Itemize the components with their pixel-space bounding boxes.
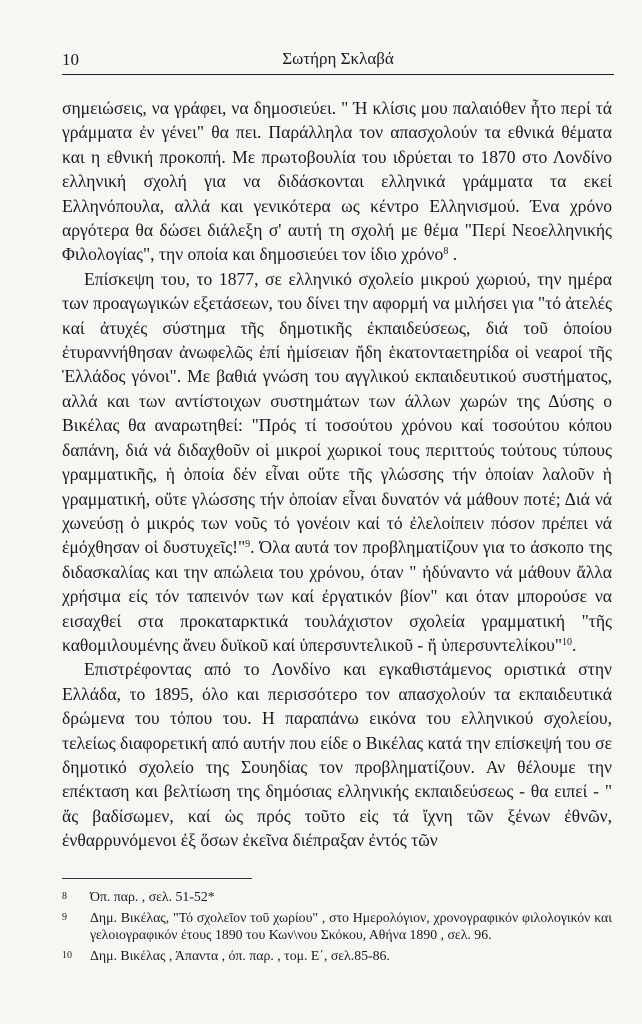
paragraph-2-text: Επίσκεψη του, το 1877, σε ελληνικό σχολείο μικρού χωριού, την ημέρα των προαγωγικών εξετάσεων, του δίνει την αφορμή να μιλήσει για "τό ἀτελές καί ἀτυχές σύστημα τῆς δημοτικῆς ἐκπαιδεύσεως, διά τοῦ ὁποίου ἐτυραννήθησαν ἀνωφελῶς ἐπί ἡμίσειαν ἤδη ἑκατονταετηρίδα οἱ νεαροί τῆς Ἑλλάδος γόνοι". Με βαθιά γνώση του αγγλικού εκπαιδευτικού συστήματος, αλλά και των αντίστοιχων συστημάτων των άλλων χωρών της Δύσης ο Βικέλας θα αναρωτηθεί: "Πρός τί τοσούτου χρόνου καί τοσούτου κόπου δαπάνη, διά νά διδαχθοῦν οἱ μικροί χωρικοί τους περιττούς τούτους τύπους γραμματικῆς, ἡ ὁποία δέν εἶναι οὔτε τῆς γλώσσης τήν ὁποίαν λαλοῦν ἡ γραμματική, οὔτε γλώσσης τήν ὁποίαν εἶναι δυνατόν νά μάθουν ποτέ; Διά νά χωνεύσῃ ὁ μικρός των νοῦς τό γονέοιν καί τό ἐλελοίπειν πόσον πρέπει νά ἐμόχθησαν οἱ δυστυχεῖς!" <box>62 268 612 558</box>
footnote-text: Δημ. Βικέλας, "Τό σχολεῖον τοῦ χωρίου" , στο Ημερολόγιον, χρονογραφικόν φιλολογικόν και γελοιογραφικόν έτους 1890 του Κων\νου Σκόκου, Αθήνα 1890 , σελ. 96. <box>90 909 612 942</box>
footnote-rule <box>62 878 252 879</box>
paragraph-2 <box>62 267 612 658</box>
footnote <box>62 888 612 906</box>
paragraph-1-end: . <box>448 244 458 265</box>
paragraph-2-continued: . Όλα αυτά τον προβληματίζουν για το άσκοπο της διδασκαλίας και την απώλεια του χρόνου, όταν " ἠδύναντο νά μάθουν ἄλλα χρήσιμα είς τόν ταπεινόν των καί ἐργατικόν βίον" και όταν μπορούσε να εισαχθεί στα προκαταρκτικά τουλάχιστον σχολεία γραμματική "τῆς καθομιλουμένης ἄνευ δυϊκοῦ καί ὑπερσυντελικοῦ - ἤ ὑπερσυντελίκου" <box>62 537 612 655</box>
footnote-ref-8[interactable]: 8 <box>443 246 449 258</box>
footnote-text: Δημ. Βικέλας , Άπαντα , όπ. παρ. , τομ. Ε΄, σελ.85-86. <box>90 947 390 963</box>
page-header <box>62 46 614 74</box>
footnote-ref-9[interactable]: 9 <box>245 539 251 551</box>
running-head: Σωτήρη Σκλαβά <box>282 49 394 68</box>
footnote-text: Όπ. παρ. , σελ. 51-52* <box>90 889 215 904</box>
paragraph-1 <box>62 96 612 267</box>
footnote-mark: 9 <box>62 911 67 923</box>
footnote <box>62 947 612 965</box>
paragraph-1-text: σημειώσεις, να γράφει, να δημοσιεύει. " Ή κλίσις μου παλαιόθεν ἦτο περί τά γράμματα ἐν γένει" θα πει. Παράλληλα τον απασχολούν τα εθνικά θέματα και η εθνική προκοπή. Με πρωτοβουλία του ιδρύεται το 1870 στο Λονδίνο ελληνική σχολή για να διδάσκονται ελληνικά γράμματα τα εκεί Ελληνόπουλα, αλλά και γενικότερα ως κέντρο Ελληνισμού. Ένα χρόνο αργότερα θα δώσει διάλεξη σ' αυτή τη σχολή με θέμα "Περί Νεοελληνικής Φιλολογίας", την οποία και δημοσιεύει τον ίδιο χρόνο <box>62 98 612 265</box>
footnote <box>62 909 612 944</box>
footnote-ref-10[interactable]: 10 <box>562 636 573 648</box>
footnotes <box>62 888 612 967</box>
footnote-mark: 8 <box>62 891 67 902</box>
page-number: 10 <box>62 50 79 69</box>
body-text <box>62 96 612 853</box>
header-rule <box>62 74 614 75</box>
paragraph-2-end: . <box>572 634 577 655</box>
footnote-mark: 10 <box>62 949 72 961</box>
paragraph-3: Επιστρέφοντας από το Λονδίνο και εγκαθιστάμενος οριστικά στην Ελλάδα, το 1895, όλο και περισσότερο τον απασχολούν τα εκπαιδευτικά δρώμενα του τόπου του. Η παραπάνω εικόνα του ελληνικού σχολείου, τελείως διαφορετική από αυτήν που είδε ο Βικέλας κατά την επίσκεψή του σε δημοτικό σχολείο της Σουηδίας τον προβληματίζουν. Αν θέλουμε την επέκταση και βελτίωση της δημόσιας ελληνικής εκπαιδεύσεως - θα ειπεί - " ἄς βαδίσωμεν, καί ὡς πρός τοῦτο εἰς τά ἴχνη τῶν ξένων ἐθνῶν, ἐνθαρρυνόμενοι ἐξ ὅσων ἐκεῖνα διέπραξαν ἐντός τῶν <box>62 659 612 851</box>
